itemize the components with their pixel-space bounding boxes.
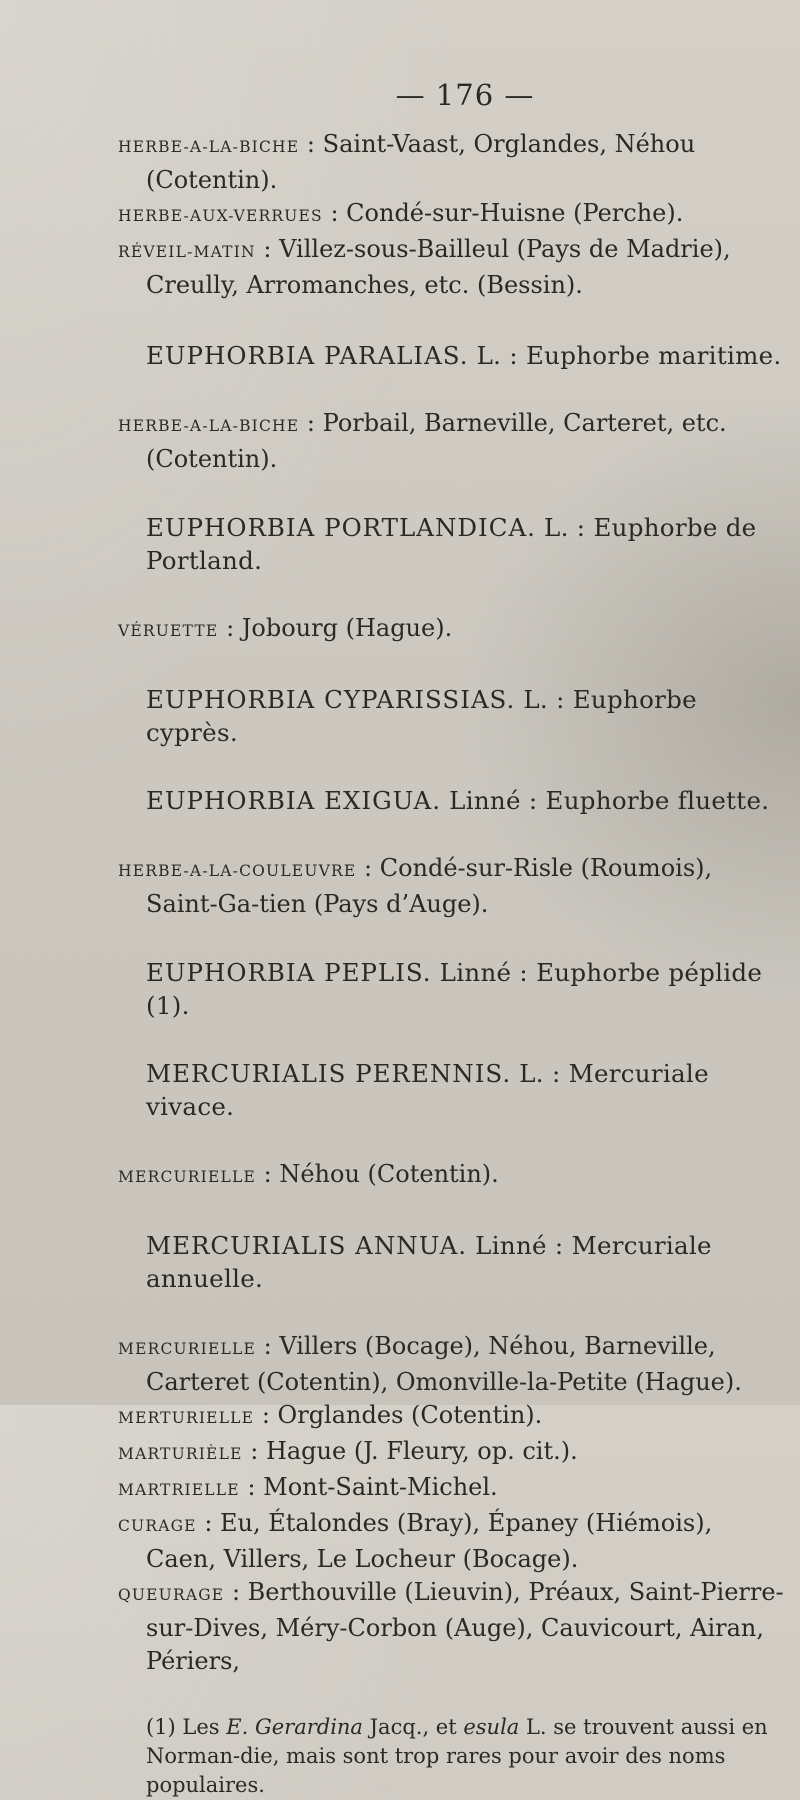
localities: Hague (J. Fleury, op. cit.). bbox=[265, 1437, 578, 1465]
species-heading-mercurialis-perennis bbox=[118, 1057, 788, 1123]
common-name: Linné : Euphorbe péplide (1). bbox=[146, 958, 763, 1020]
localities: Néhou (Cotentin). bbox=[279, 1160, 499, 1188]
latin-name: EUPHORBIA PORTLANDICA. bbox=[146, 513, 536, 542]
common-name: L. : Euphorbe de Portland. bbox=[146, 513, 757, 575]
footnote: (1) Les E. Gerardina Jacq., et esula L. se trouvent aussi en Norman-die, mais sont trop rares pour avoir des noms populaires. bbox=[146, 1715, 768, 1797]
vernacular-name: MERCURIELLE bbox=[118, 1168, 256, 1186]
species-heading-euphorbia-portlandica bbox=[118, 511, 788, 577]
localities: Mont-Saint-Michel. bbox=[263, 1473, 498, 1501]
vernacular-name: QUEURAGE bbox=[118, 1586, 225, 1604]
common-name: L. : Mercuriale vivace. bbox=[146, 1059, 709, 1121]
page-content bbox=[118, 128, 788, 1800]
common-name: L. : Euphorbe maritime. bbox=[468, 341, 782, 370]
entry-merturielle: MERTURIELLE : Orglandes (Cotentin). bbox=[118, 1401, 543, 1429]
entry-herbe-a-la-couleuvre: HERBE-A-LA-COULEUVRE : Condé-sur-Risle (Roumois), Saint-Ga-tien (Pays d’Auge). bbox=[118, 854, 713, 918]
vernacular-name: HERBE-A-LA-COULEUVRE bbox=[118, 862, 357, 880]
entry-herbe-a-la-biche-1: HERBE-A-LA-BICHE : Saint-Vaast, Orglandes, Néhou (Cotentin). bbox=[118, 130, 696, 194]
vernacular-name: MARTRIELLE bbox=[118, 1481, 240, 1499]
vernacular-name: MERCURIELLE bbox=[118, 1340, 256, 1358]
latin-name: EUPHORBIA EXIGUA. bbox=[146, 786, 442, 815]
entry-veruette: VÉRUETTE : Jobourg (Hague). bbox=[118, 614, 453, 642]
vernacular-name: RÉVEIL-MATIN bbox=[118, 243, 256, 261]
species-heading-euphorbia-cyparissias bbox=[118, 683, 788, 749]
localities: Berthouville (Lieuvin), Préaux, Saint-Pierre-sur-Dives, Méry-Corbon (Auge), Cauvicourt, Airan, Périers, bbox=[146, 1578, 784, 1675]
common-name: Linné : Mercuriale annuelle. bbox=[146, 1231, 712, 1293]
page-number: — 176 — bbox=[395, 78, 535, 112]
common-name: L. : Euphorbe cyprès. bbox=[146, 685, 697, 747]
species-heading-euphorbia-exigua bbox=[118, 784, 788, 817]
vernacular-name: MERTURIELLE bbox=[118, 1409, 255, 1427]
localities: Villez-sous-Bailleul (Pays de Madrie), Creully, Arromanches, etc. (Bessin). bbox=[146, 235, 731, 299]
latin-name: EUPHORBIA PEPLIS. bbox=[146, 958, 432, 987]
entry-mercurielle-1: MERCURIELLE : Néhou (Cotentin). bbox=[118, 1160, 499, 1188]
localities: Condé-sur-Risle (Roumois), Saint-Ga-tien (Pays d’Auge). bbox=[146, 854, 713, 918]
entry-martrielle: MARTRIELLE : Mont-Saint-Michel. bbox=[118, 1473, 498, 1501]
localities: Villers (Bocage), Néhou, Barneville, Carteret (Cotentin), Omonville-la-Petite (Hague). bbox=[146, 1332, 742, 1396]
localities: Orglandes (Cotentin). bbox=[277, 1401, 543, 1429]
vernacular-name: MARTURIÈLE bbox=[118, 1445, 243, 1463]
vernacular-name: VÉRUETTE bbox=[118, 622, 219, 640]
entry-curage: CURAGE : Eu, Étalondes (Bray), Épaney (Hiémois), Caen, Villers, Le Locheur (Bocage). bbox=[118, 1509, 713, 1573]
entry-herbe-aux-verrues: HERBE-AUX-VERRUES : Condé-sur-Huisne (Perche). bbox=[118, 199, 684, 227]
entry-queurage: QUEURAGE : Berthouville (Lieuvin), Préaux, Saint-Pierre-sur-Dives, Méry-Corbon (Auge), Cauvicourt, Airan, Périers, bbox=[118, 1578, 784, 1675]
latin-name: MERCURIALIS PERENNIS. bbox=[146, 1059, 512, 1088]
species-heading-mercurialis-annua bbox=[118, 1229, 788, 1295]
latin-name: EUPHORBIA CYPARISSIAS. bbox=[146, 685, 516, 714]
common-name: Linné : Euphorbe fluette. bbox=[441, 786, 770, 815]
latin-name: MERCURIALIS ANNUA. bbox=[146, 1231, 468, 1260]
vernacular-name: CURAGE bbox=[118, 1517, 197, 1535]
entry-marturiele: MARTURIÈLE : Hague (J. Fleury, op. cit.). bbox=[118, 1437, 578, 1465]
entry-reveil-matin: RÉVEIL-MATIN : Villez-sous-Bailleul (Pays de Madrie), Creully, Arromanches, etc. (Bessin). bbox=[118, 235, 731, 299]
localities: Porbail, Barneville, Carteret, etc. (Cotentin). bbox=[146, 409, 727, 473]
entry-herbe-a-la-biche-2: HERBE-A-LA-BICHE : Porbail, Barneville, Carteret, etc. (Cotentin). bbox=[118, 409, 727, 473]
footnote-marker: (1) bbox=[146, 1715, 176, 1739]
vernacular-name: HERBE-AUX-VERRUES bbox=[118, 207, 323, 225]
entry-mercurielle-2: MERCURIELLE : Villers (Bocage), Néhou, Barneville, Carteret (Cotentin), Omonville-la-Petite (Hague). bbox=[118, 1332, 742, 1396]
footnote-italic-species: E. Gerardina bbox=[226, 1715, 363, 1739]
vernacular-name: HERBE-A-LA-BICHE bbox=[118, 138, 300, 156]
localities: Saint-Vaast, Orglandes, Néhou (Cotentin). bbox=[146, 130, 696, 194]
footnote-italic-epithet: esula bbox=[463, 1715, 520, 1739]
species-heading-euphorbia-paralias bbox=[118, 339, 788, 372]
vernacular-name: HERBE-A-LA-BICHE bbox=[118, 417, 300, 435]
localities: Condé-sur-Huisne (Perche). bbox=[346, 199, 684, 227]
species-heading-euphorbia-peplis bbox=[118, 956, 788, 1022]
localities: Jobourg (Hague). bbox=[241, 614, 453, 642]
localities: Eu, Étalondes (Bray), Épaney (Hiémois), Caen, Villers, Le Locheur (Bocage). bbox=[146, 1509, 713, 1573]
latin-name: EUPHORBIA PARALIAS. bbox=[146, 341, 469, 370]
